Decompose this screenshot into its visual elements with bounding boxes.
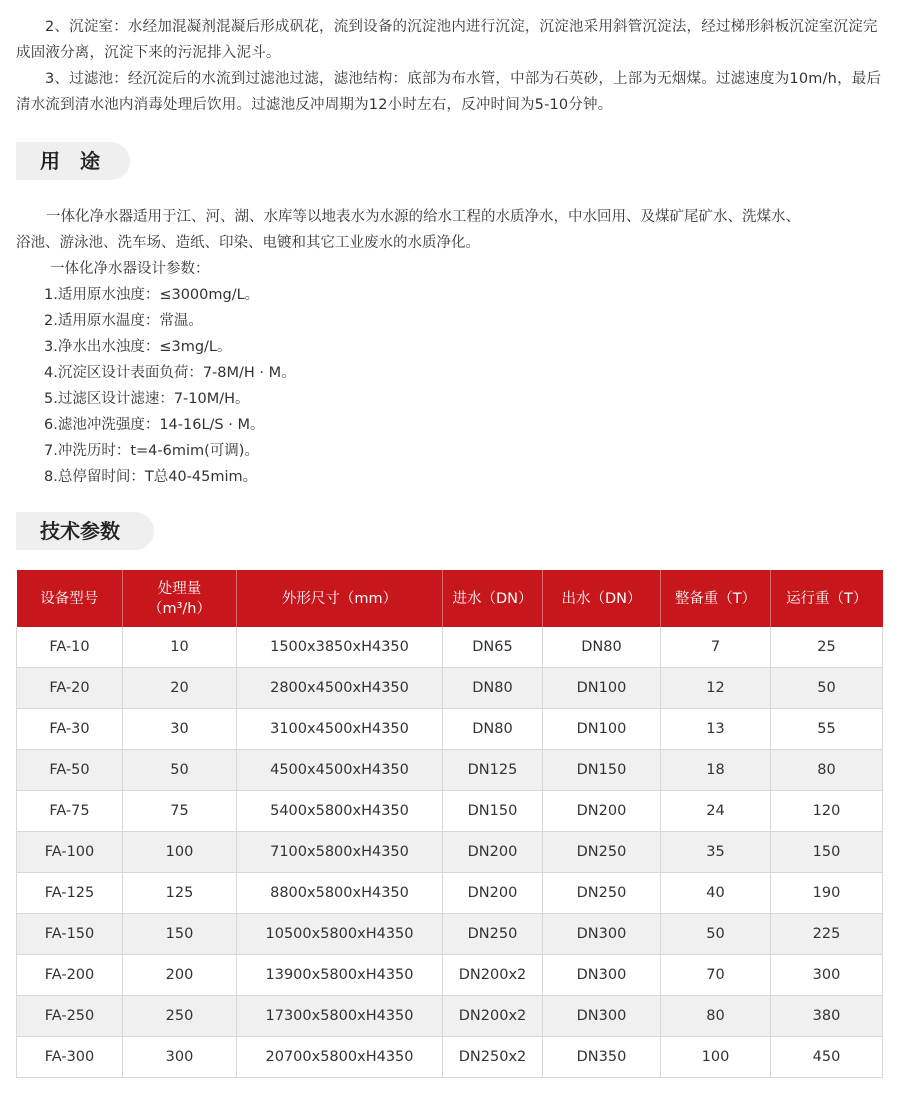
cell-model: FA-125 — [17, 873, 123, 914]
table-row — [17, 996, 883, 1037]
cell-dimensions: 4500x4500xH4350 — [237, 750, 443, 791]
header-model: 设备型号 — [17, 570, 123, 627]
cell-dimensions: 8800x5800xH4350 — [237, 873, 443, 914]
design-params-list — [16, 282, 884, 490]
cell-dimensions: 7100x5800xH4350 — [237, 832, 443, 873]
design-param-item: 8.总停留时间：T总40-45mim。 — [44, 469, 258, 485]
cell-inlet: DN250x2 — [443, 1037, 543, 1078]
table-row — [17, 1037, 883, 1078]
cell-capacity: 100 — [123, 832, 237, 873]
header-outlet: 出水（DN） — [543, 570, 661, 627]
cell-outlet: DN200 — [543, 791, 661, 832]
header-dry-weight: 整备重（T） — [661, 570, 771, 627]
usage-body — [16, 204, 884, 490]
cell-outlet: DN100 — [543, 668, 661, 709]
table-row — [17, 791, 883, 832]
cell-capacity: 200 — [123, 955, 237, 996]
cell-model: FA-100 — [17, 832, 123, 873]
cell-capacity: 75 — [123, 791, 237, 832]
cell-dry-weight: 13 — [661, 709, 771, 750]
design-param-item: 6.滤池冲洗强度：14-16L/S · M。 — [44, 417, 265, 433]
tech-params-table — [16, 570, 883, 1078]
table-row — [17, 832, 883, 873]
cell-operating-weight: 380 — [771, 996, 883, 1037]
cell-dimensions: 13900x5800xH4350 — [237, 955, 443, 996]
table-body — [17, 627, 883, 1078]
cell-dimensions: 3100x4500xH4350 — [237, 709, 443, 750]
cell-dry-weight: 100 — [661, 1037, 771, 1078]
cell-inlet: DN80 — [443, 709, 543, 750]
table-row — [17, 914, 883, 955]
design-param-item: 2.适用原水温度：常温。 — [44, 313, 203, 329]
cell-dry-weight: 80 — [661, 996, 771, 1037]
usage-line-2: 浴池、游泳池、洗车场、造纸、印染、电镀和其它工业废水的水质净化。 — [16, 235, 480, 251]
cell-model: FA-75 — [17, 791, 123, 832]
header-inlet: 进水（DN） — [443, 570, 543, 627]
cell-operating-weight: 50 — [771, 668, 883, 709]
design-params-title: 一体化净水器设计参数： — [50, 261, 210, 277]
cell-capacity: 150 — [123, 914, 237, 955]
usage-line-1: 一体化净水器适用于江、河、湖、水库等以地表水为水源的给水工程的水质净水，中水回用、及煤矿尾矿水、洗煤水、 — [46, 209, 800, 225]
table-row — [17, 873, 883, 914]
table-header-row — [17, 570, 883, 627]
cell-model: FA-20 — [17, 668, 123, 709]
usage-heading: 用 途 — [16, 142, 130, 180]
cell-model: FA-250 — [17, 996, 123, 1037]
cell-model: FA-10 — [17, 627, 123, 668]
cell-dimensions: 17300x5800xH4350 — [237, 996, 443, 1037]
cell-dry-weight: 12 — [661, 668, 771, 709]
cell-inlet: DN65 — [443, 627, 543, 668]
cell-operating-weight: 450 — [771, 1037, 883, 1078]
cell-outlet: DN100 — [543, 709, 661, 750]
cell-operating-weight: 150 — [771, 832, 883, 873]
cell-capacity: 10 — [123, 627, 237, 668]
cell-dry-weight: 70 — [661, 955, 771, 996]
cell-inlet: DN200 — [443, 832, 543, 873]
process-item-2: 2、沉淀室：水经加混凝剂混凝后形成矾花，流到设备的沉淀池内进行沉淀，沉淀池采用斜管沉淀法，经过梯形斜板沉淀室沉淀完成固液分离，沉淀下来的污泥排入泥斗。 — [16, 19, 878, 61]
design-param-item: 1.适用原水浊度：≤3000mg/L。 — [44, 287, 260, 303]
cell-operating-weight: 120 — [771, 791, 883, 832]
cell-inlet: DN80 — [443, 668, 543, 709]
design-param-item: 4.沉淀区设计表面负荷：7-8M/H · M。 — [44, 365, 296, 381]
cell-capacity: 20 — [123, 668, 237, 709]
table-row — [17, 709, 883, 750]
cell-inlet: DN200 — [443, 873, 543, 914]
cell-inlet: DN125 — [443, 750, 543, 791]
cell-dimensions: 2800x4500xH4350 — [237, 668, 443, 709]
process-item-3: 3、过滤池：经沉淀后的水流到过滤池过滤，滤池结构：底部为布水管，中部为石英砂，上部为无烟煤。过滤速度为10m/h，最后清水流到清水池内消毒处理后饮用。过滤池反冲周期为12小时左右，反冲时间为5-10分钟。 — [16, 71, 882, 113]
table-row — [17, 750, 883, 791]
design-param-item: 7.冲洗历时：t=4-6mim(可调)。 — [44, 443, 259, 459]
header-dimensions: 外形尺寸（mm） — [237, 570, 443, 627]
cell-outlet: DN250 — [543, 832, 661, 873]
cell-model: FA-30 — [17, 709, 123, 750]
design-param-item: 3.净水出水浊度：≤3mg/L。 — [44, 339, 232, 355]
cell-model: FA-50 — [17, 750, 123, 791]
cell-inlet: DN200x2 — [443, 996, 543, 1037]
cell-capacity: 125 — [123, 873, 237, 914]
cell-operating-weight: 55 — [771, 709, 883, 750]
cell-dry-weight: 18 — [661, 750, 771, 791]
cell-outlet: DN300 — [543, 914, 661, 955]
cell-operating-weight: 190 — [771, 873, 883, 914]
cell-dimensions: 1500x3850xH4350 — [237, 627, 443, 668]
design-param-item: 5.过滤区设计滤速：7-10M/H。 — [44, 391, 250, 407]
cell-dimensions: 5400x5800xH4350 — [237, 791, 443, 832]
cell-operating-weight: 25 — [771, 627, 883, 668]
cell-dry-weight: 50 — [661, 914, 771, 955]
cell-capacity: 30 — [123, 709, 237, 750]
cell-outlet: DN250 — [543, 873, 661, 914]
cell-model: FA-200 — [17, 955, 123, 996]
cell-capacity: 50 — [123, 750, 237, 791]
cell-operating-weight: 225 — [771, 914, 883, 955]
cell-capacity: 300 — [123, 1037, 237, 1078]
cell-dimensions: 10500x5800xH4350 — [237, 914, 443, 955]
header-operating-weight: 运行重（T） — [771, 570, 883, 627]
cell-dimensions: 20700x5800xH4350 — [237, 1037, 443, 1078]
cell-operating-weight: 80 — [771, 750, 883, 791]
cell-dry-weight: 35 — [661, 832, 771, 873]
table-row — [17, 627, 883, 668]
table-row — [17, 955, 883, 996]
cell-outlet: DN350 — [543, 1037, 661, 1078]
cell-model: FA-300 — [17, 1037, 123, 1078]
header-capacity: 处理量 （m³/h） — [123, 570, 237, 627]
cell-outlet: DN150 — [543, 750, 661, 791]
cell-capacity: 250 — [123, 996, 237, 1037]
cell-outlet: DN300 — [543, 996, 661, 1037]
cell-inlet: DN150 — [443, 791, 543, 832]
cell-outlet: DN300 — [543, 955, 661, 996]
cell-dry-weight: 40 — [661, 873, 771, 914]
cell-dry-weight: 7 — [661, 627, 771, 668]
cell-inlet: DN250 — [443, 914, 543, 955]
tech-params-heading: 技术参数 — [16, 512, 154, 550]
cell-operating-weight: 300 — [771, 955, 883, 996]
cell-inlet: DN200x2 — [443, 955, 543, 996]
cell-outlet: DN80 — [543, 627, 661, 668]
cell-dry-weight: 24 — [661, 791, 771, 832]
cell-model: FA-150 — [17, 914, 123, 955]
table-row — [17, 668, 883, 709]
